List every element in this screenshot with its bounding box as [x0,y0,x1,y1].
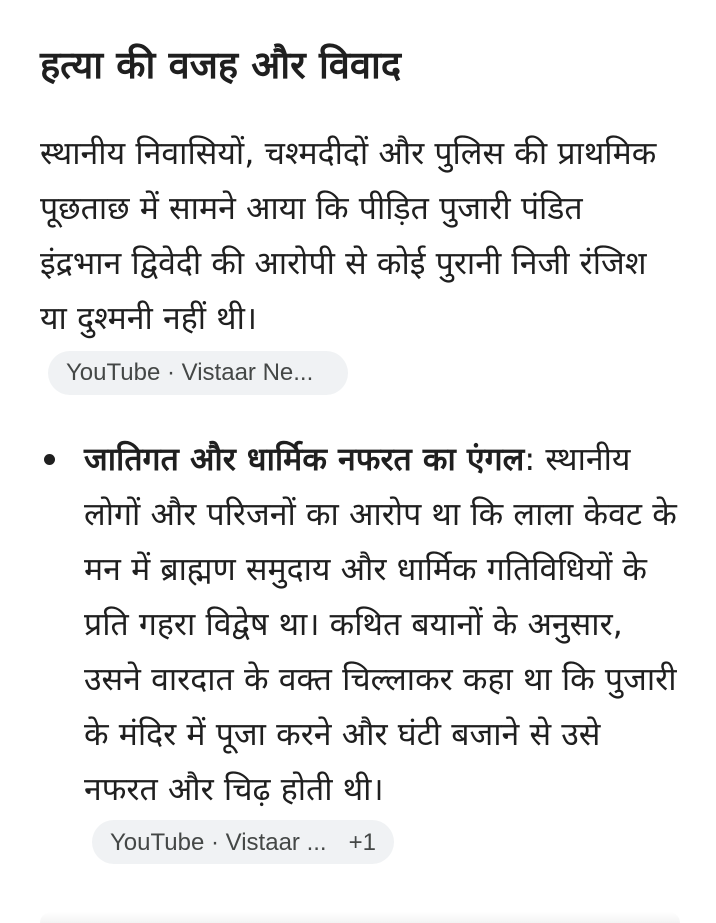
bullet-title: जातिगत और धार्मिक नफरत का एंगल [84,440,525,478]
bullet-text: स्थानीय लोगों और परिजनों का आरोप था कि लाला केवट के मन में ब्राह्मण समुदाय और धार्मिक गतिविधियों के प्रति गहरा विद्वेष था। कथित बयानों के अनुसार, उसने वारदात के वक्त चिल्लाकर कहा था कि पुजारी के मंदिर में पूजा करने और घंटी बजाने से उसे नफरत और चिढ़ होती थी। [84,440,677,808]
section-heading: हत्या की वजह और विवाद [40,43,402,87]
section-paragraph: स्थानीय निवासियों, चश्मदीदों और पुलिस की प्राथमिक पूछताछ में सामने आया कि पीड़ित पुजारी पंडित इंद्रभान द्विवेदी की आरोपी से कोई पुरानी निजी रंजिश या दुश्मनी नहीं थी। [40,134,657,337]
source-more-count: +1 [348,828,376,856]
bullet-dot-icon [44,454,55,465]
source-chip-label: YouTube · Vistaar ... [110,828,327,856]
list-item [84,432,684,872]
source-chip[interactable] [92,820,394,864]
bullet-list [84,432,684,872]
next-card-edge [40,912,680,923]
source-chip-label: YouTube · Vistaar Ne... [66,359,314,386]
bullet-separator: : [524,440,536,478]
source-chip[interactable] [48,351,348,395]
